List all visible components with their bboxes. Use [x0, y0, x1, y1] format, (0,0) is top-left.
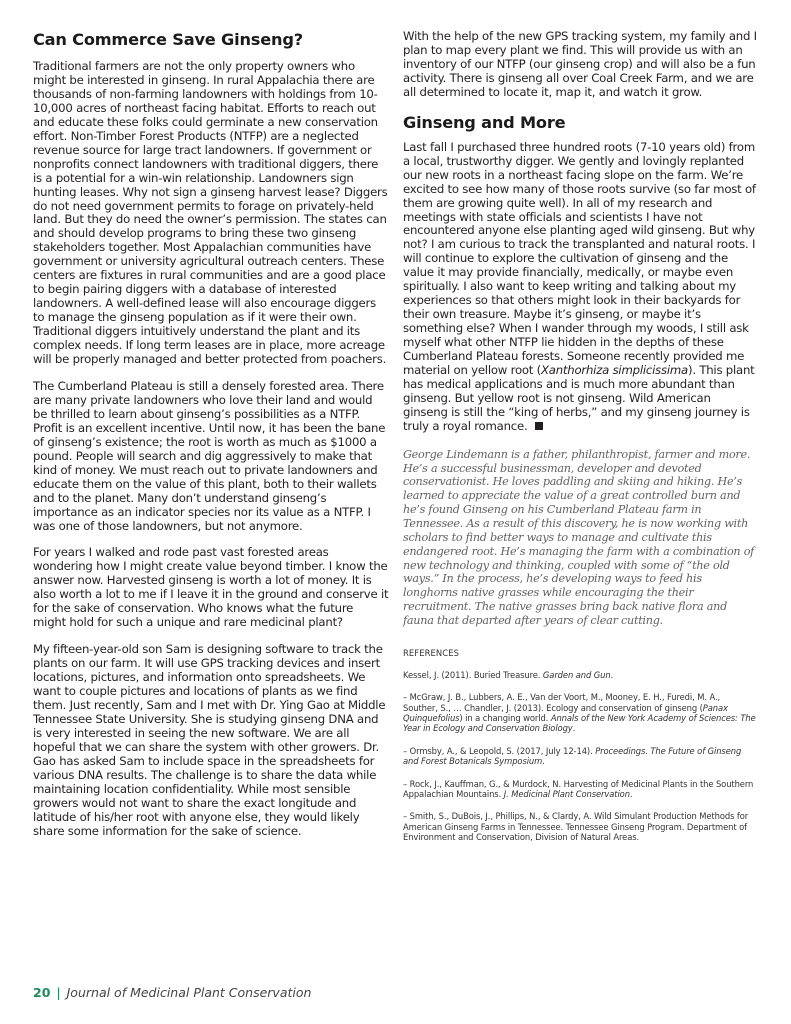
species-name: Xanthorhiza simplicissima — [541, 363, 688, 378]
reference-text: – McGraw, J. B., Lubbers, A. E., Van der Voort, M., Mooney, E. H., Furedi, M. A., Souther, S., … Chandler, J. (2013). Ecology and conservation of ginseng ( — [403, 692, 721, 713]
reference-text: Kessel, J. (2011). Buried Treasure. — [403, 669, 543, 680]
paragraph: Traditional farmers are not the only property owners who might be interested in ginseng. In rural Appalachia there are thousands of non-farming landowners with holdings from 10-10,000 acres of northeast facing habitat. Efforts to reach out and educate these folks could germinate a new conservation effort. Non-Timber Forest Products (NTFP) are a neglected revenue source for large tract landowners. If government or nonprofits connect landowners with traditional diggers, there is a potential for a win-win relationship. Landowners sign hunting leases. Why not sign a ginseng harvest lease? Diggers do not need government permits to forage on privately-held land. But they do need the owner’s permission. The states can and should develop programs to bring these two ginseng stakeholders together. Most Appalachian communities have government or university agricultural outreach centers. These centers are fixtures in rural communities and are a good place to begin pairing diggers with a database of interested landowners. A well-defined lease will also encourage diggers to manage the ginseng population as if it were their own. Traditional diggers intuitively understand the plant and its complex needs. If long term leases are in place, more acreage will be properly managed and better protected from poachers. — [33, 59, 388, 367]
reference-item — [403, 746, 757, 767]
reference-item — [403, 811, 757, 842]
reference-italic: Garden and Gun — [542, 669, 611, 680]
paragraph — [403, 141, 757, 434]
section-heading-commerce: Can Commerce Save Ginseng? — [33, 30, 303, 49]
footer-separator: | — [56, 985, 61, 1000]
reference-italic: Annals of the New York Academy of Sciences: The Year in Ecology and Conservation Biology — [403, 712, 756, 734]
reference-text: – Ormsby, A., & Leopold, S. (2017, July 12-14). — [403, 745, 596, 756]
paragraph: My fifteen-year-old son Sam is designing software to track the plants on our farm. It will use GPS tracking devices and insert locations, pictures, and information onto spreadsheets. We want to couple pictures and locations of plants as we find them. Just recently, Sam and I met with Dr. Ying Gao at Middle Tennessee State University. She is studying ginseng DNA and is very interested in seeing the new software. We are all hopeful that we can share the system with other growers. Dr. Gao has asked Sam to include space in the spreadsheets for various DNA results. The challenge is to share the data while maintaining location confidentiality. While most sensible growers would not want to share the exact longitude and latitude of his/her root with anyone else, they would likely share some information for the sake of science. — [33, 642, 386, 838]
reference-text: . — [629, 789, 633, 799]
reference-italic: Panax Quinquefolius — [403, 702, 728, 723]
author-bio: George Lindemann is a father, philanthropist, farmer and more. He’s a successful businessman, developer and devoted conservationist. He loves paddling and skiing and hiking. He’s learned to appreciate the value of a great controlled burn and he’s found Ginseng on his Cumberland Plateau farm in Tennessee. As a result of this discovery, he is now working with scholars to find better ways to manage and cultivate this endangered root. He’s managing the farm with a combination of new technology and thinking, coupled with some of “the old ways.” In the process, he’s developing ways to feed his longhorns native grasses while encouraging the their recruitment. The native grasses bring back native flora and fauna that departed after years of clear cutting. — [403, 447, 755, 627]
reference-text: . — [542, 756, 545, 767]
reference-italic: Proceedings. The Future of Ginseng and Forest Botanicals Symposium — [403, 745, 742, 767]
reference-item — [403, 692, 757, 734]
reference-item — [403, 670, 757, 680]
left-column — [33, 30, 389, 852]
page-number: 20 — [33, 985, 51, 1000]
end-of-article-mark — [535, 422, 543, 430]
reference-text: – Rock, J., Kauffman, G., & Murdock, N. Harvesting of Medicinal Plants in the Southern Appalachian Mountains. — [403, 778, 754, 799]
references-heading: REFERENCES — [403, 647, 460, 658]
journal-title: Journal of Medicinal Plant Conservation — [66, 985, 312, 1000]
paragraph-text: ). This plant has medical applications and is much more abundant than ginseng. But yellow root is not ginseng. Wild American ginseng is still the “king of herbs,” and my ginseng journey is truly a royal romance. — [403, 363, 755, 433]
page-footer — [33, 985, 311, 1000]
reference-text: . — [610, 669, 614, 680]
references-list — [403, 670, 757, 843]
right-column — [403, 30, 757, 855]
reference-text: ) in a changing world. — [459, 712, 551, 723]
paragraph: For years I walked and rode past vast forested areas wondering how I might create value beyond timber. I know the answer now. Harvested ginseng is worth a lot of money. It is also worth a lot to me if I leave it in the ground and conserve it for the sake of conservation. Who knows what the future might hold for such a unique and rare medicinal plant? — [33, 545, 389, 630]
reference-text: – Smith, S., DuBois, J., Phillips, N., & Clardy, A. Wild Simulant Production Methods for American Ginseng Farms in Tennessee. Tennessee Ginseng Program. Department of Environment and Conservation, Division of Natural Areas. — [403, 811, 749, 843]
paragraph: The Cumberland Plateau is still a densely forested area. There are many private landowners who love their land and would be thrilled to learn about ginseng’s possibilities as a NTFP. Profit is an excellent incentive. Until now, it has been the bane of ginseng’s existence; the root is worth as much as $1000 a pound. People will search and dig aggressively to make that kind of money. We must reach out to private landowners and educate them on the value of this plant, both to their wallets and to the planet. Many don’t understand ginseng’s importance as an indicator species nor its value as a NTFP. I was one of those landowners, but not anymore. — [33, 378, 386, 533]
paragraph: With the help of the new GPS tracking system, my family and I plan to map every plant we find. This will provide us with an inventory of our NTFP (our ginseng crop) and will also be a fun activity. There is ginseng all over Coal Creek Farm, and we are all determined to locate it, map it, and watch it grow. — [403, 29, 757, 99]
reference-item — [403, 779, 757, 800]
section-heading-ginseng-and-more: Ginseng and More — [403, 112, 566, 132]
paragraph-text: Last fall I purchased three hundred roots (7-10 years old) from a local, trustworthy digger. We gently and lovingly replanted our new roots in a northeast facing slope on the farm. We’re excited to see how many of those roots survive (so far most of them are growing quite well). In all of my research and meetings with state officials and scientists I have not encountered anyone else planting aged wild ginseng. But why not? I am curious to track the transplanted and natural roots. I will continue to explore the cultivation of ginseng and the value it may provide financially, medically, or maybe even spiritually. I also want to keep writing and talking about my experiences so that others might look in their backyards for their own treasure. Maybe it’s ginseng, or maybe it’s something else? When I wander through my woods, I still ask myself what other NTFP lie hidden in the depths of these Cumberland Plateau forests. Someone recently provided me material on yellow root ( — [403, 139, 756, 378]
reference-text: . — [572, 723, 576, 734]
reference-italic: J. Medicinal Plant Conservation — [503, 789, 630, 799]
